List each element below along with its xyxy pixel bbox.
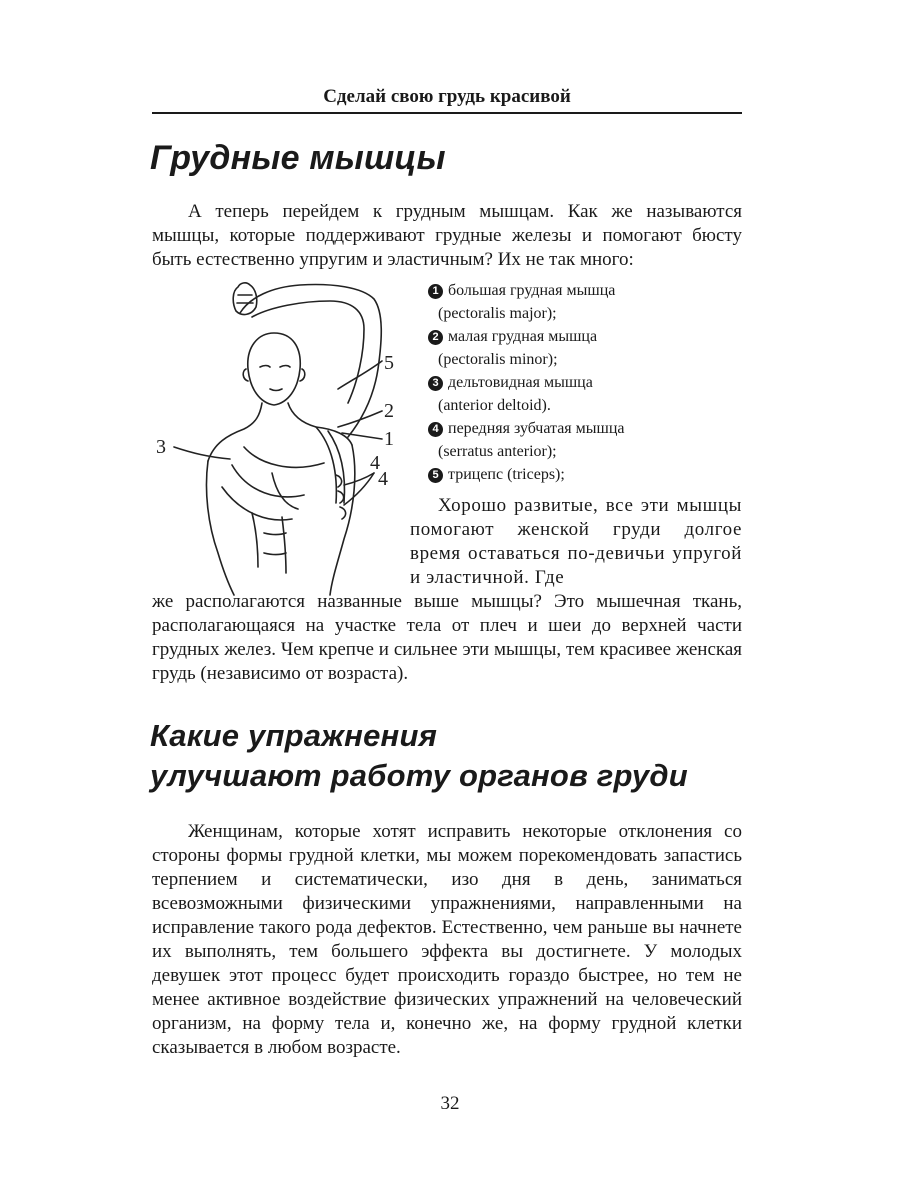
- list-item: [428, 417, 748, 463]
- header-rule: [152, 112, 742, 114]
- muscle-latin: (serratus anterior);: [438, 443, 557, 460]
- muscle-name: трицепс (triceps);: [448, 466, 565, 483]
- intro-paragraph: А теперь перейдем к грудным мышцам. Как же называются мышцы, которые поддерживают грудные железы и помогают бюсту быть естественно упругим и эластичным? Их не так много:: [152, 201, 742, 270]
- section-heading-chest-muscles: Грудные мышцы: [150, 139, 446, 177]
- list-item: [428, 325, 748, 371]
- number-badge: 1: [428, 284, 443, 299]
- heading-line: улучшают работу органов груди: [150, 758, 688, 793]
- list-item: [428, 279, 748, 325]
- running-head: Сделай свою грудь красивой: [323, 86, 571, 107]
- number-badge: 4: [428, 422, 443, 437]
- muscle-latin: (pectoralis major);: [438, 305, 557, 322]
- exercises-paragraph: Женщинам, которые хотят исправить некоторые отклонения со стороны формы грудной клетки, мы можем порекомендовать запастись терпением и систематически, изо дня в день, заниматься всевозможными физическими упражнениями, направленными на исправление такого рода дефектов. Естественно, чем раньше вы начнете их выполнять, тем большего эффекта вы достигнете. У молодых девушек этот процесс будет происходить гораздо быстрее, но тем не менее активное воздействие физических упражнений на человеческий организм, на форму тела и, конечно же, на форму грудной клетки сказывается в любом возрасте.: [152, 821, 742, 1058]
- figure-label: 2: [384, 400, 394, 422]
- paragraph-text: же располагаются названные выше мышцы? Это мышечная ткань, располагающаяся на участке тела от плеч и шеи до верхней части грудных желез. Чем крепче и сильнее эти мышцы, тем красивее женская грудь (независимо от возраста).: [152, 591, 742, 684]
- figure-label: 4: [370, 452, 380, 474]
- number-badge: 3: [428, 376, 443, 391]
- list-item: [428, 371, 748, 417]
- figure-label: 1: [384, 428, 394, 450]
- muscle-name: большая грудная мышца: [448, 282, 616, 299]
- muscle-list: [428, 279, 748, 486]
- muscle-latin: (anterior deltoid).: [438, 397, 551, 414]
- muscle-latin: (pectoralis minor);: [438, 351, 558, 368]
- muscles-paragraph: [152, 494, 742, 686]
- figure-label: 4: [378, 468, 388, 490]
- muscle-name: дельтовидная мышца: [448, 374, 593, 391]
- heading-line: Какие упражнения: [150, 718, 438, 753]
- figure-label: 5: [384, 352, 394, 374]
- section-heading-exercises: [150, 716, 760, 796]
- number-badge: 2: [428, 330, 443, 345]
- number-badge: 5: [428, 468, 443, 483]
- paragraph-text: Хорошо развитые, все эти мышцы помогают женской груди долгое время оставаться по-девичьи упругой и эластичной. Где: [410, 495, 742, 588]
- list-item: [428, 463, 748, 486]
- muscle-name: малая грудная мышца: [448, 328, 598, 345]
- muscle-name: передняя зубчатая мышца: [448, 420, 625, 437]
- figure-label: 3: [156, 436, 166, 458]
- page-number: 32: [440, 1093, 460, 1114]
